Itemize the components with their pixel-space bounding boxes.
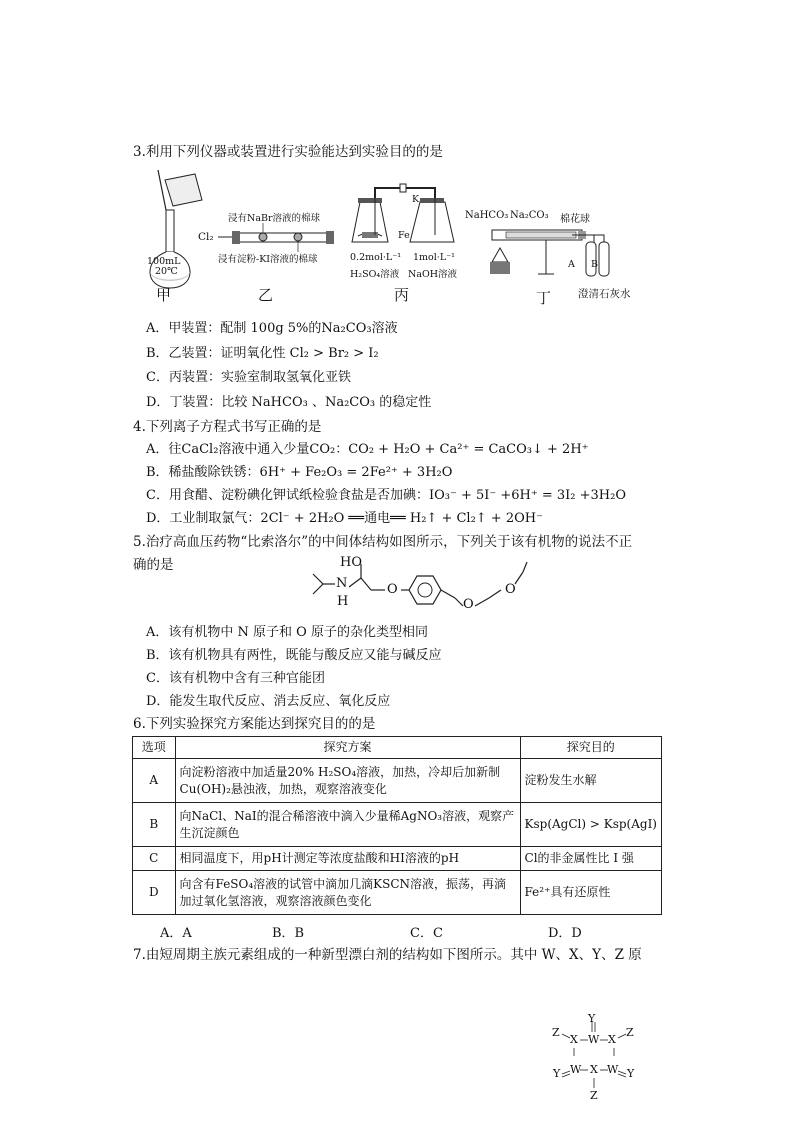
- row-plan: 向NaCl、NaI的混合稀溶液中滴入少量稀AgNO₃溶液，观察产生沉淀颜色: [175, 803, 520, 847]
- table-header-row: [133, 737, 662, 759]
- table-row: [133, 803, 662, 847]
- ring-w-left: W: [570, 1063, 582, 1076]
- flask-volume-label: 100mL: [147, 256, 181, 267]
- nabr-label: 浸有NaBr溶液的棉球: [228, 213, 320, 224]
- table-row: [133, 847, 662, 871]
- ring-z-right: Z: [626, 1026, 634, 1039]
- q3-stem: 3.利用下列仪器或装置进行实验能达到实验目的的是: [133, 144, 443, 160]
- figure-label-jia: 甲: [156, 286, 172, 304]
- row-option: D: [133, 871, 176, 915]
- fe-label: Fe: [398, 230, 410, 241]
- q4-option-a: A．往CaCl₂溶液中通入少量CO₂：CO₂ + H₂O + Ca²⁺ = CaCO₃↓ + 2H⁺: [146, 442, 589, 457]
- row-goal: Ksp(AgCl) > Ksp(AgI): [520, 803, 661, 847]
- row-option: A: [133, 759, 176, 803]
- q3-option-b: B．乙装置：证明氧化性 Cl₂ > Br₂ > I₂: [146, 346, 379, 361]
- ring-z-bottom: Z: [590, 1089, 598, 1102]
- mol-o2-label: O: [463, 597, 474, 612]
- flask-temp-label: 20℃: [155, 266, 178, 277]
- row-option: C: [133, 847, 176, 871]
- q4-option-d: D．工业制取氯气：2Cl⁻ + 2H₂O ══通电══ H₂↑ + Cl₂↑ + 2OH⁻: [146, 511, 543, 526]
- tube-a-label: A: [568, 259, 575, 270]
- naoh-label: NaOH溶液: [408, 269, 458, 280]
- heating-figure: [486, 222, 616, 282]
- figure-label-ding: 丁: [536, 289, 552, 307]
- h2so4-conc-label: 0.2mol·L⁻¹: [350, 252, 402, 263]
- ring-x-bottom: X: [590, 1063, 598, 1076]
- nahco3-label: NaHCO₃: [465, 210, 509, 221]
- ring-y-right: Y: [627, 1067, 635, 1080]
- row-option: B: [133, 803, 176, 847]
- q7-stem: 7.由短周期主族元素组成的一种新型漂白剂的结构如下图所示。其中 W、X、Y、Z 原: [133, 947, 642, 963]
- header-goal: 探究目的: [520, 737, 661, 759]
- q4-stem: 4.下列离子方程式书写正确的是: [133, 419, 322, 435]
- h2so4-label: H₂SO₄溶液: [350, 269, 400, 280]
- ring-y-left: Y: [553, 1067, 561, 1080]
- lime-water-label: 澄清石灰水: [578, 288, 631, 300]
- q4-option-c: C．用食醋、淀粉碘化钾试纸检验食盐是否加碘：IO₃⁻ + 5I⁻ +6H⁺ = 3I₂ +3H₂O: [146, 488, 627, 503]
- cl2-label: Cl₂: [198, 231, 214, 243]
- na2co3-label: Na₂CO₃: [510, 210, 549, 221]
- table-row: [133, 759, 662, 803]
- ring-x-left: X: [570, 1033, 578, 1046]
- q6-answer-b: B．B: [272, 926, 305, 941]
- row-plan: 相同温度下，用pH计测定等浓度盐酸和HI溶液的pH: [175, 847, 520, 871]
- q5-stem-line2: 确的是: [133, 557, 174, 573]
- q3-option-a: A．甲装置：配制 100g 5%的Na₂CO₃溶液: [146, 321, 398, 336]
- figure-label-yi: 乙: [258, 286, 274, 304]
- cotton-label: 棉花球: [560, 214, 590, 225]
- row-goal: 淀粉发生水解: [520, 759, 661, 803]
- ring-w-top: W: [588, 1033, 600, 1046]
- mol-o3-label: O: [505, 582, 516, 597]
- mol-ho-label: HO: [340, 555, 362, 570]
- q5-option-d: D．能发生取代反应、消去反应、氧化反应: [146, 694, 391, 709]
- table-row: [133, 871, 662, 915]
- q6-stem: 6.下列实验探究方案能达到探究目的的是: [133, 716, 376, 732]
- ring-y-top: Y: [588, 1012, 596, 1025]
- q6-answer-a: A．A: [160, 926, 192, 941]
- experiment-table: [132, 736, 662, 915]
- q3-option-d: D．丁装置：比较 NaHCO₃ 、Na₂CO₃ 的稳定性: [146, 395, 432, 410]
- q6-answer-d: D．D: [548, 926, 582, 941]
- row-goal: Cl的非金属性比 I 强: [520, 847, 661, 871]
- naoh-conc-label: 1mol·L⁻¹: [413, 252, 455, 263]
- mol-n-label: N: [336, 576, 348, 591]
- flask-figure: [140, 170, 220, 290]
- row-goal: Fe²⁺具有还原性: [520, 871, 661, 915]
- mol-h-label: H: [337, 594, 349, 609]
- tube-b-label: B: [591, 259, 598, 270]
- ring-z-left: Z: [552, 1026, 560, 1039]
- ki-label: 浸有淀粉-KI溶液的棉球: [218, 254, 318, 265]
- mol-o1-label: O: [387, 582, 398, 597]
- header-plan: 探究方案: [175, 737, 520, 759]
- q4-option-b: B．稀盐酸除铁锈：6H⁺ + Fe₂O₃ = 2Fe²⁺ + 3H₂O: [146, 465, 453, 480]
- tube-figure: [218, 226, 338, 250]
- q5-option-c: C．该有机物中含有三种官能团: [146, 671, 325, 686]
- ring-w-right: W: [607, 1063, 619, 1076]
- q3-option-c: C．丙装置：实验室制取氢氧化亚铁: [146, 370, 351, 385]
- figure-label-bing: 丙: [394, 286, 410, 304]
- q5-stem-line1: 5.治疗高血压药物“比索洛尔”的中间体结构如图所示，下列关于该有机物的说法不正: [133, 534, 633, 550]
- valve-k-label: K: [412, 194, 420, 205]
- row-plan: 向含有FeSO₄溶液的试管中滴加几滴KSCN溶液，振荡，再滴加过氧化氢溶液，观察溶液颜色变化: [175, 871, 520, 915]
- q5-option-a: A．该有机物中 N 原子和 O 原子的杂化类型相同: [146, 625, 428, 640]
- ring-x-right: X: [608, 1033, 616, 1046]
- row-plan: 向淀粉溶液中加适量20% H₂SO₄溶液，加热，冷却后加新制Cu(OH)₂悬浊液，加热，观察溶液变化: [175, 759, 520, 803]
- q5-option-b: B．该有机物具有两性，既能与酸反应又能与碱反应: [146, 648, 442, 663]
- header-option: 选项: [133, 737, 176, 759]
- q6-answer-c: C．C: [410, 926, 443, 941]
